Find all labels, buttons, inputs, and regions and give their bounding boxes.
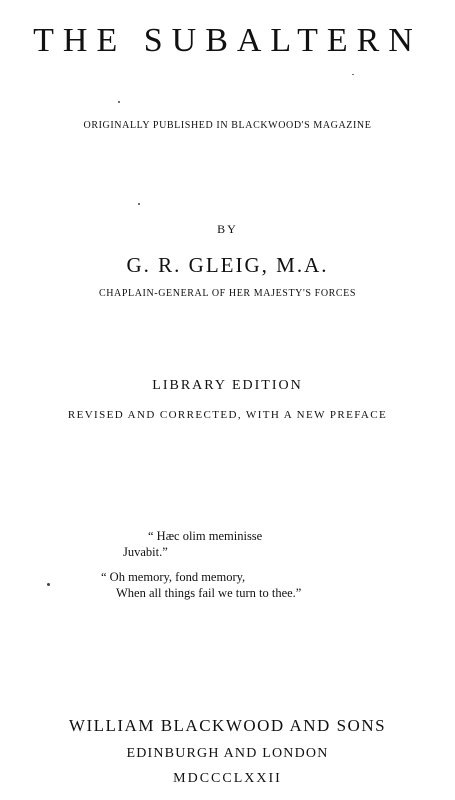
ink-speck: [352, 74, 354, 75]
author-title: CHAPLAIN-GENERAL OF HER MAJESTY'S FORCES: [98, 288, 357, 299]
ink-speck: [47, 583, 50, 586]
ink-speck: [118, 101, 120, 103]
publication-place: EDINBURGH AND LONDON: [126, 746, 329, 761]
epigraph-line: Juvabit.”: [123, 545, 168, 559]
publication-note: ORIGINALLY PUBLISHED IN BLACKWOOD'S MAGAZINE: [83, 120, 372, 131]
epigraph-line: When all things fail we turn to thee.”: [116, 586, 302, 600]
epigraph-line: “ Oh memory, fond memory,: [101, 570, 246, 584]
epigraph-line: “ Hæc olim meminisse: [148, 529, 263, 543]
publication-date: MDCCCLXXII: [173, 771, 282, 786]
ink-speck: [138, 203, 140, 205]
author-name: G. R. GLEIG, M.A.: [126, 253, 329, 277]
edition-label: LIBRARY EDITION: [152, 378, 303, 393]
by-line: BY: [217, 222, 238, 236]
publisher-name: WILLIAM BLACKWOOD AND SONS: [68, 716, 387, 735]
revision-note: REVISED AND CORRECTED, WITH A NEW PREFACE: [67, 409, 388, 421]
book-title: THE SUBALTERN: [33, 22, 422, 59]
